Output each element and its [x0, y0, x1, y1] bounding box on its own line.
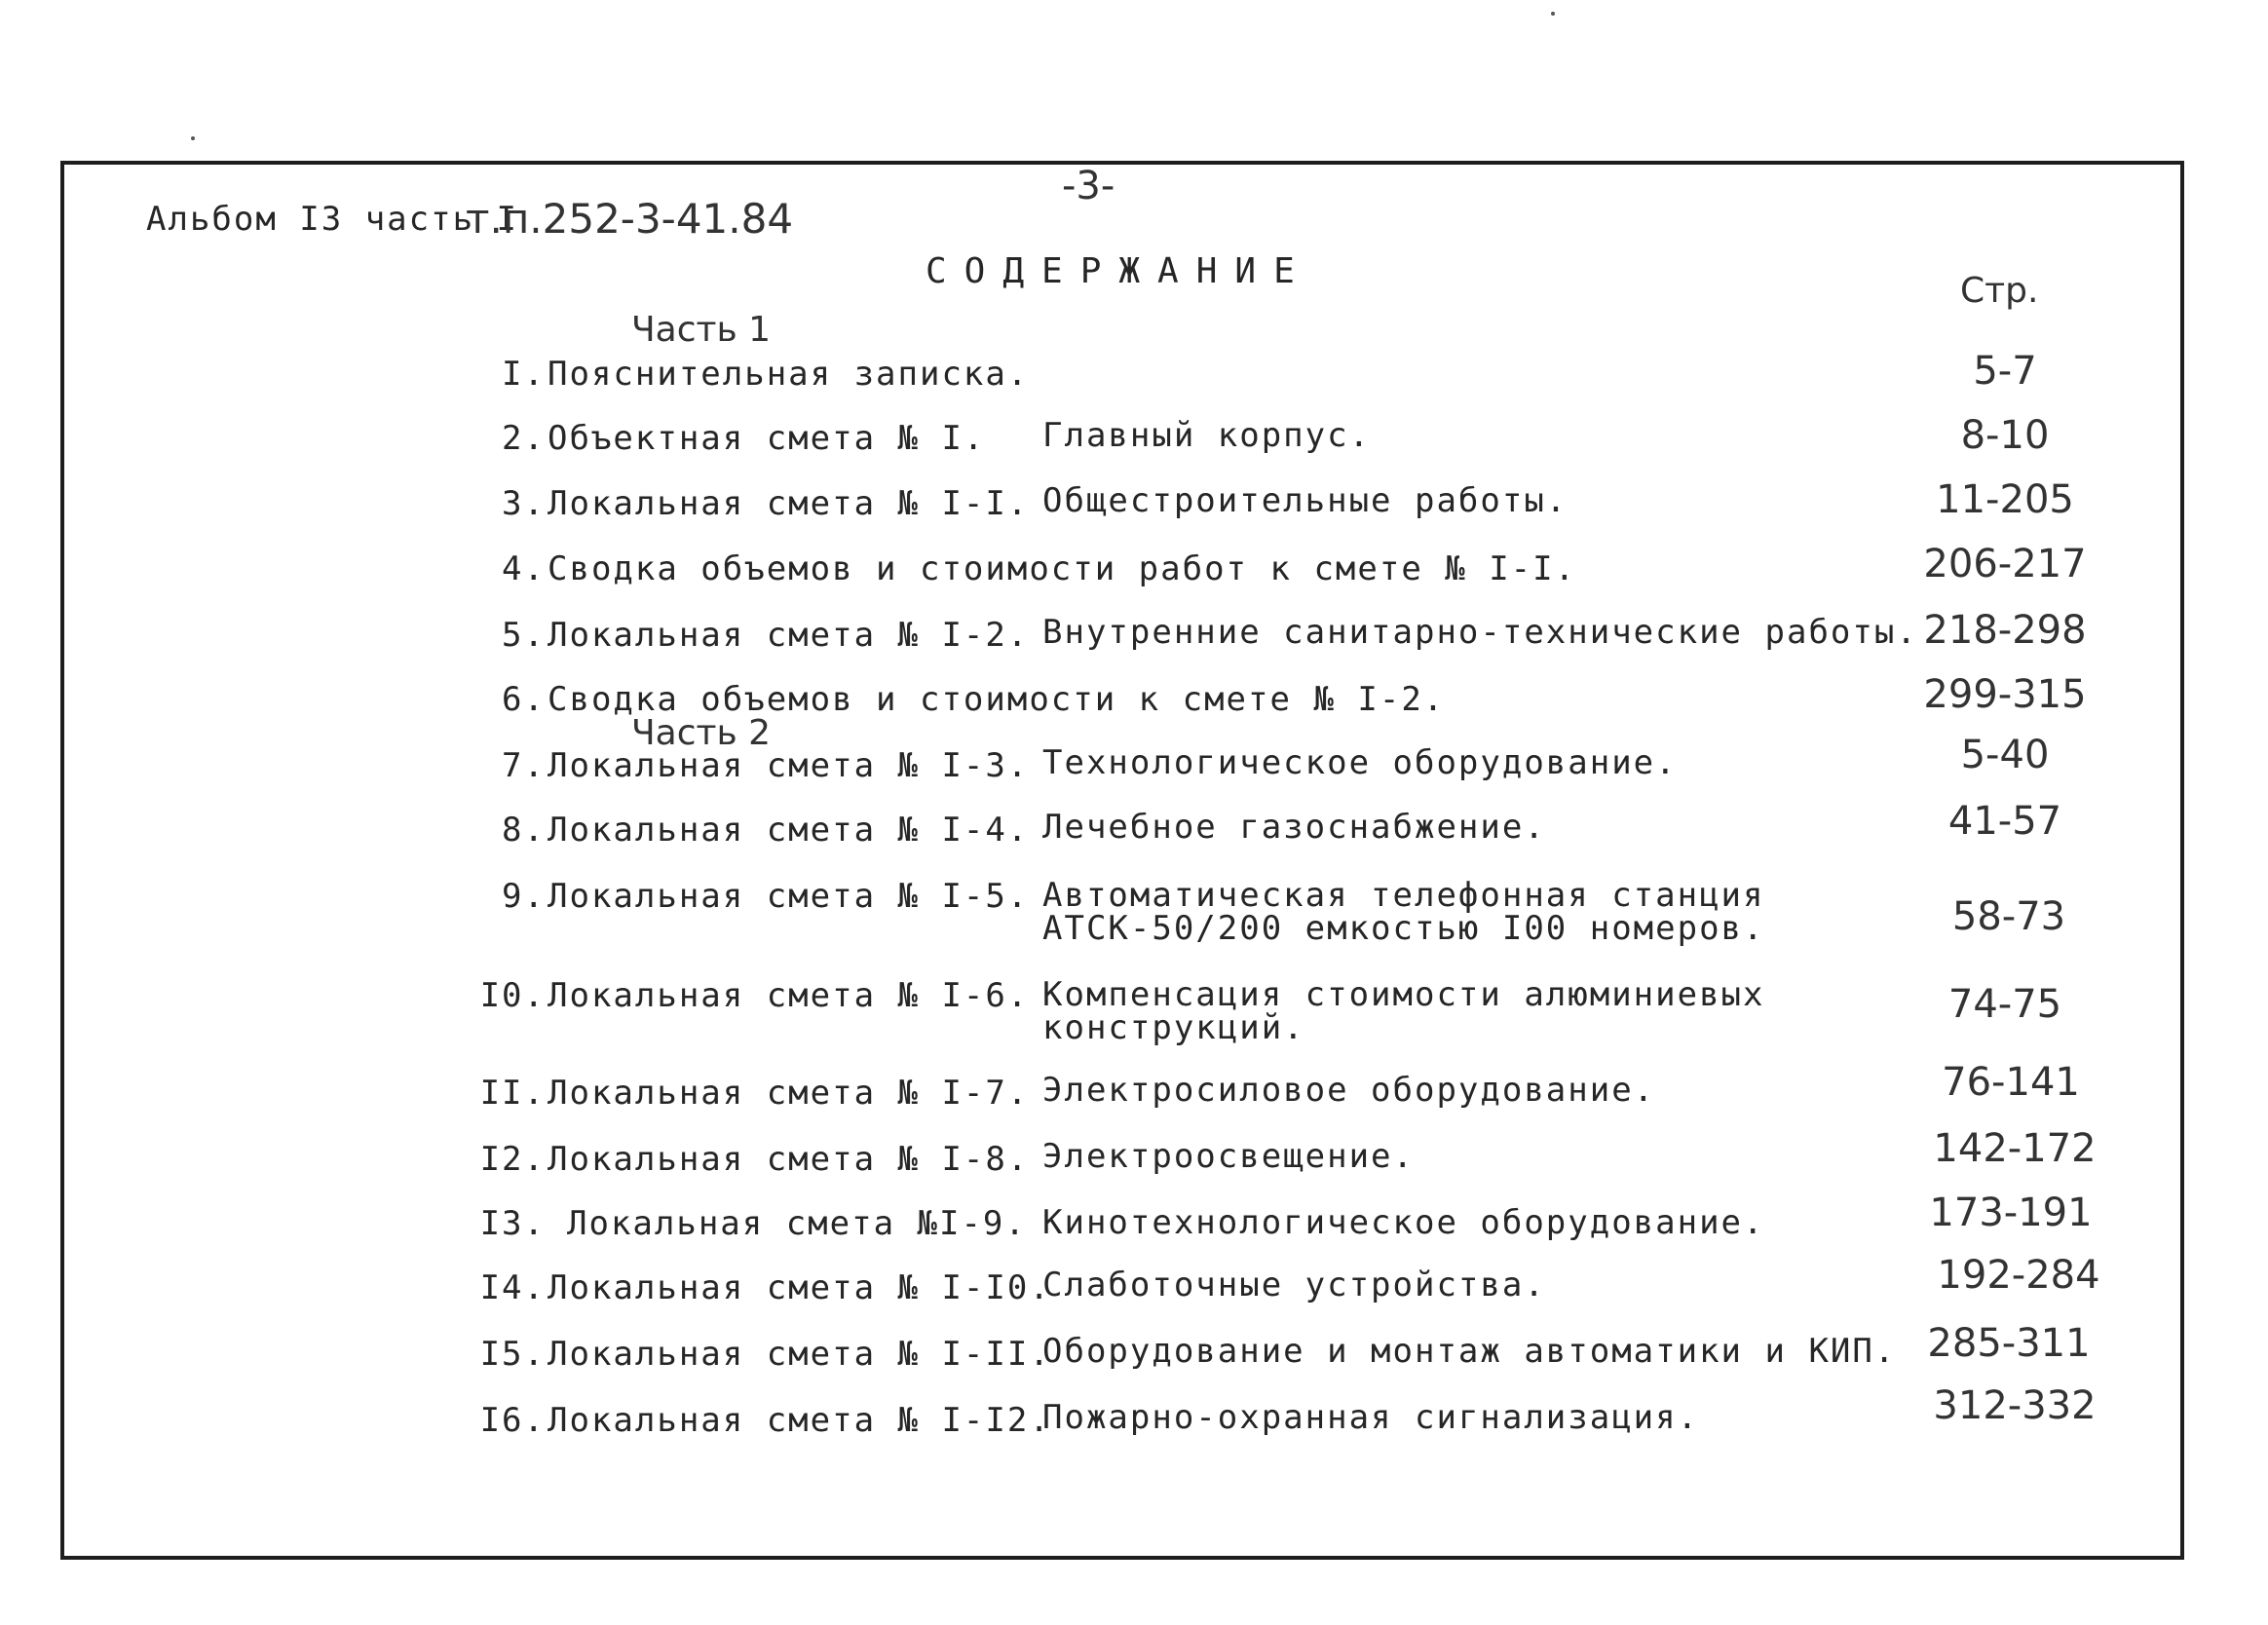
item-number: 6.: [502, 680, 546, 719]
part-2-heading: Часть 2: [631, 713, 772, 753]
item-pages: 173-191: [1929, 1190, 2093, 1235]
item-estimate: Сводка объемов и стоимости работ к смете № I-I.: [548, 549, 1577, 588]
album-label: Альбом I3 часть I: [146, 200, 518, 239]
item-description: Компенсация стоимости алюминиевых конструкций.: [1042, 975, 1765, 1047]
item-pages: 74-75: [1947, 982, 2062, 1027]
item-estimate: Объектная смета № I.: [548, 419, 986, 458]
item-estimate: Локальная смета № I-6.: [548, 976, 1030, 1015]
item-estimate: Локальная смета № I-I.: [548, 484, 1030, 523]
item-pages: 41-57: [1947, 799, 2062, 844]
pages-column-header: Стр.: [1960, 271, 2039, 311]
item-description: Автоматическая телефонная станция АТСК-50/200 емкостью I00 номеров.: [1042, 876, 1765, 948]
item-estimate: Локальная смета № I-I2.: [548, 1401, 1051, 1440]
item-description: Электросиловое оборудование.: [1042, 1071, 1656, 1110]
item-pages: 76-141: [1942, 1060, 2080, 1105]
item-description: Кинотехнологическое оборудование.: [1042, 1203, 1765, 1242]
item-pages: 142-172: [1933, 1126, 2097, 1171]
item-pages: 285-311: [1927, 1321, 2091, 1366]
item-description: Общестроительные работы.: [1042, 481, 1569, 520]
scan-speck: [1551, 12, 1555, 16]
item-pages: 218-298: [1923, 608, 2087, 653]
item-number: I3.: [479, 1204, 546, 1243]
item-description: Электроосвещение.: [1042, 1137, 1415, 1176]
item-description: Технологическое оборудование.: [1042, 743, 1678, 782]
item-description: Лечебное газоснабжение.: [1042, 808, 1546, 847]
item-number: I2.: [479, 1140, 546, 1179]
item-estimate: Локальная смета № I-2.: [548, 616, 1030, 655]
item-estimate: Локальная смета № I-7.: [548, 1074, 1030, 1113]
item-number: 2.: [502, 419, 546, 458]
item-number: 7.: [502, 746, 546, 785]
item-description: Главный корпус.: [1042, 416, 1372, 455]
item-description: Пожарно-охранная сигнализация.: [1042, 1398, 1700, 1437]
item-pages: 192-284: [1937, 1253, 2100, 1298]
item-pages: 5-40: [1960, 733, 2050, 777]
item-number: I6.: [479, 1401, 546, 1440]
item-pages: 312-332: [1933, 1383, 2097, 1428]
item-number: II.: [479, 1074, 546, 1113]
item-description: Внутренние санитарно-технические работы.: [1042, 613, 1918, 652]
item-pages: 8-10: [1960, 413, 2050, 458]
item-estimate: Локальная смета № I-4.: [548, 811, 1030, 850]
item-number: 5.: [502, 616, 546, 655]
item-estimate: Локальная смета №I-9.: [567, 1204, 1027, 1243]
item-number: I5.: [479, 1335, 546, 1374]
item-number: I.: [502, 355, 546, 394]
item-number: 4.: [502, 549, 546, 588]
item-estimate: Локальная смета № I-II.: [548, 1335, 1051, 1374]
page-title: СОДЕРЖАНИЕ: [926, 251, 1312, 291]
item-number: 9.: [502, 877, 546, 916]
project-code: т.п.252-3-41.84: [466, 195, 794, 243]
scan-speck: [191, 136, 195, 140]
item-number: I4.: [479, 1268, 546, 1307]
item-pages: 11-205: [1936, 477, 2074, 522]
item-pages: 206-217: [1923, 542, 2087, 586]
item-description: Оборудование и монтаж автоматики и КИП.: [1042, 1332, 1897, 1371]
item-estimate: Локальная смета № I-3.: [548, 746, 1030, 785]
item-number: 8.: [502, 811, 546, 850]
item-estimate: Локальная смета № I-8.: [548, 1140, 1030, 1179]
item-number: I0.: [479, 976, 546, 1015]
item-pages: 58-73: [1951, 894, 2066, 939]
part-1-heading: Часть 1: [631, 310, 772, 350]
item-number: 3.: [502, 484, 546, 523]
page-mark: -3-: [1062, 164, 1115, 208]
item-estimate: Локальная смета № I-5.: [548, 877, 1030, 916]
item-estimate: Сводка объемов и стоимости к смете № I-2.: [548, 680, 1446, 719]
item-estimate: Пояснительная записка.: [548, 355, 1030, 394]
item-pages: 299-315: [1923, 672, 2087, 717]
item-estimate: Локальная смета № I-I0.: [548, 1268, 1051, 1307]
item-pages: 5-7: [1973, 349, 2037, 394]
item-description: Слаботочные устройства.: [1042, 1266, 1546, 1304]
